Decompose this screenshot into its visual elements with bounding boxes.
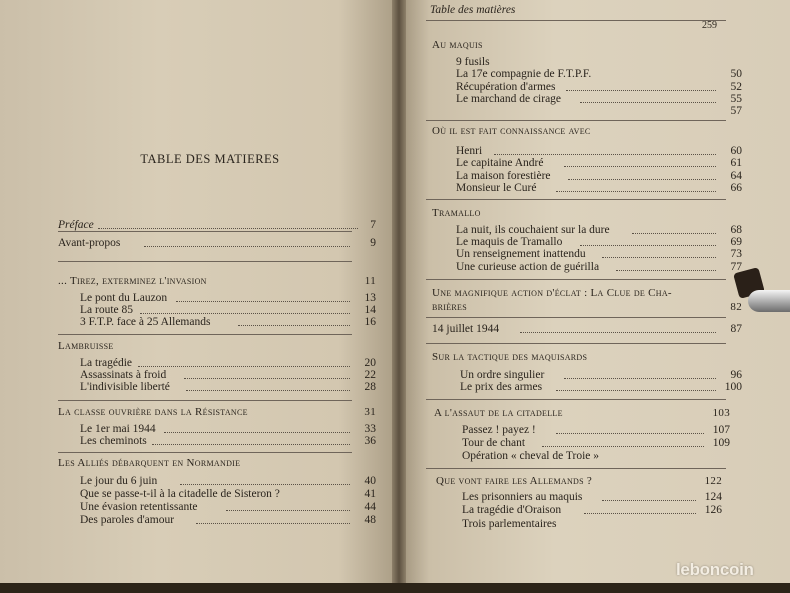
toc-entry bbox=[462, 490, 722, 504]
entry-label: Un ordre singulier bbox=[460, 369, 545, 381]
section-label: brières bbox=[432, 301, 467, 313]
section-label: Lambruisse bbox=[58, 340, 114, 352]
entry-page: 60 bbox=[730, 145, 742, 157]
section-rule bbox=[426, 468, 726, 469]
entry-page: 16 bbox=[364, 316, 376, 328]
toc-section-allies bbox=[58, 456, 240, 470]
section-label: Tramallo bbox=[432, 207, 481, 219]
leader-dots bbox=[556, 433, 704, 434]
leader-dots bbox=[494, 154, 716, 155]
entry-label: La tragédie bbox=[80, 357, 133, 369]
leader-dots bbox=[140, 313, 350, 314]
entry-page: 36 bbox=[364, 435, 376, 447]
section-label: La classe ouvrière dans la Résistance bbox=[58, 406, 248, 418]
entry-label: Les prisonniers au maquis bbox=[462, 491, 583, 503]
leader-dots bbox=[602, 257, 716, 258]
entry-page: 14 bbox=[364, 304, 376, 316]
entry-label: Préface bbox=[58, 219, 94, 231]
toc-title: TABLE DES MATIERES bbox=[140, 152, 280, 166]
section-label: Où il est fait connaissance avec bbox=[432, 125, 591, 137]
section-rule bbox=[58, 400, 352, 401]
leader-dots bbox=[564, 378, 716, 379]
section-label: Que vont faire les Allemands ? bbox=[436, 475, 593, 487]
toc-entry bbox=[80, 315, 376, 329]
leader-dots bbox=[520, 332, 716, 333]
section-label: Les Alliés débarquent en Normandie bbox=[58, 457, 241, 469]
entry-label: Un renseignement inattendu bbox=[456, 248, 586, 260]
leader-dots bbox=[138, 366, 350, 367]
entry-label: La route 85 bbox=[80, 304, 134, 316]
entry-label: Les cheminots bbox=[80, 435, 147, 447]
leader-dots bbox=[184, 378, 350, 379]
entry-page: 109 bbox=[712, 437, 730, 449]
entry-page: 13 bbox=[364, 292, 376, 304]
pen-tip bbox=[748, 290, 790, 312]
entry-page: 31 bbox=[364, 406, 376, 418]
entry-label: Une curieuse action de guérilla bbox=[456, 261, 600, 273]
toc-entry-14-juillet bbox=[432, 322, 742, 336]
toc-entry bbox=[456, 92, 742, 106]
header-rule bbox=[426, 20, 726, 21]
bottom-shadow bbox=[0, 583, 790, 593]
toc-entry bbox=[80, 513, 376, 527]
toc-section-connaissance bbox=[432, 124, 591, 138]
leader-dots bbox=[164, 432, 350, 433]
entry-label: Assassinats à froid bbox=[80, 369, 167, 381]
entry-label: La tragédie d'Oraison bbox=[462, 504, 562, 516]
section-label: ... Tirez, exterminez l'invasion bbox=[58, 275, 207, 287]
leader-dots bbox=[556, 191, 716, 192]
toc-entry bbox=[456, 156, 742, 170]
leader-dots bbox=[186, 390, 350, 391]
entry-page: 61 bbox=[730, 157, 742, 169]
leader-dots bbox=[176, 301, 350, 302]
leader-dots bbox=[226, 510, 350, 511]
leader-dots bbox=[196, 523, 350, 524]
section-rule bbox=[58, 452, 352, 453]
section-label: Au maquis bbox=[432, 39, 483, 51]
watermark-logo: leboncoin bbox=[676, 560, 754, 579]
toc-section-classe-ouvriere bbox=[58, 405, 376, 419]
toc-entry bbox=[80, 380, 376, 394]
leader-dots bbox=[580, 245, 716, 246]
entry-page: 68 bbox=[730, 224, 742, 236]
entry-label: Avant-propos bbox=[58, 237, 121, 249]
entry-label: Que se passe-t-il à la citadelle de Sisteron ? bbox=[80, 488, 280, 500]
entry-label: Trois parlementaires bbox=[462, 518, 557, 530]
running-head: Table des matières bbox=[430, 4, 516, 16]
entry-label: Le 1er mai 1944 bbox=[80, 423, 156, 435]
toc-section-assaut bbox=[434, 406, 730, 420]
entry-label: Le maquis de Tramallo bbox=[456, 236, 563, 248]
entry-page: 87 bbox=[730, 323, 742, 335]
leader-dots bbox=[542, 446, 704, 447]
entry-page: 107 bbox=[712, 424, 730, 436]
entry-label: La maison forestière bbox=[456, 170, 551, 182]
section-label: A l'assaut de la citadelle bbox=[434, 407, 563, 419]
entry-page: 40 bbox=[364, 475, 376, 487]
entry-page: 126 bbox=[704, 504, 722, 516]
toc-entry bbox=[456, 247, 742, 261]
toc-section-allemands bbox=[436, 474, 722, 488]
toc-entry bbox=[80, 474, 376, 488]
leader-dots bbox=[180, 484, 350, 485]
toc-entry bbox=[460, 380, 742, 394]
section-rule bbox=[58, 231, 352, 232]
entry-label: Récupération d'armes bbox=[456, 81, 556, 93]
entry-page: 52 bbox=[730, 81, 742, 93]
entry-page: 69 bbox=[730, 236, 742, 248]
section-label: Une magnifique action d'éclat : La Clue de Cha- bbox=[432, 287, 672, 299]
toc-section-au-maquis bbox=[432, 38, 483, 52]
toc-section-lambruisse bbox=[58, 339, 114, 353]
leader-dots bbox=[568, 179, 716, 180]
entry-page: 33 bbox=[364, 423, 376, 435]
section-rule bbox=[426, 120, 726, 121]
entry-label: L'indivisible liberté bbox=[80, 381, 170, 393]
entry-page: 48 bbox=[364, 514, 376, 526]
entry-label: Le prix des armes bbox=[460, 381, 543, 393]
entry-page: 50 bbox=[730, 68, 742, 80]
leader-dots bbox=[584, 513, 696, 514]
toc-section-clue-continued bbox=[432, 300, 742, 314]
leader-dots bbox=[556, 390, 716, 391]
toc-section-tirez bbox=[58, 274, 376, 288]
entry-page: 82 bbox=[730, 301, 742, 313]
entry-label: Opération « cheval de Troie » bbox=[462, 450, 600, 462]
entry-label: 3 F.T.P. face à 25 Allemands bbox=[80, 316, 211, 328]
entry-label: Une évasion retentissante bbox=[80, 501, 198, 513]
toc-section-tactique bbox=[432, 350, 587, 364]
entry-label: Le pont du Lauzon bbox=[80, 292, 168, 304]
entry-label: Le capitaine André bbox=[456, 157, 544, 169]
book-gutter bbox=[392, 0, 406, 593]
entry-label: Des paroles d'amour bbox=[80, 514, 175, 526]
entry-label: Le jour du 6 juin bbox=[80, 475, 158, 487]
section-rule bbox=[58, 334, 352, 335]
entry-label: 9 fusils bbox=[456, 56, 490, 68]
entry-page: 57 bbox=[730, 105, 742, 117]
toc-entry bbox=[80, 500, 376, 514]
leader-dots bbox=[144, 246, 350, 247]
entry-page: 124 bbox=[704, 491, 722, 503]
toc-entry bbox=[456, 181, 742, 195]
leader-dots bbox=[602, 500, 696, 501]
toc-section-clue-de-chabrieres bbox=[432, 286, 672, 300]
section-rule bbox=[426, 343, 726, 344]
section-rule bbox=[426, 279, 726, 280]
entry-page: 20 bbox=[364, 357, 376, 369]
section-rule bbox=[426, 317, 726, 318]
entry-page: 66 bbox=[730, 182, 742, 194]
leader-dots bbox=[238, 325, 350, 326]
entry-label: Passez ! payez ! bbox=[462, 424, 536, 436]
entry-page: 96 bbox=[730, 369, 742, 381]
toc-entry bbox=[462, 503, 722, 517]
entry-page: 103 bbox=[712, 407, 730, 419]
entry-label: 14 juillet 1944 bbox=[432, 323, 500, 335]
section-rule bbox=[426, 399, 726, 400]
entry-page: 64 bbox=[730, 170, 742, 182]
entry-page: 28 bbox=[364, 381, 376, 393]
entry-page: 11 bbox=[364, 275, 376, 287]
toc-entry bbox=[80, 487, 376, 501]
toc-entry bbox=[462, 436, 730, 450]
leader-dots bbox=[616, 270, 716, 271]
entry-page: 41 bbox=[364, 488, 376, 500]
leader-dots bbox=[580, 102, 716, 103]
entry-page: 77 bbox=[730, 261, 742, 273]
section-rule bbox=[58, 261, 352, 262]
toc-section-tramallo bbox=[432, 206, 481, 220]
toc-entry-avant-propos bbox=[58, 236, 376, 250]
entry-page: 100 bbox=[724, 381, 742, 393]
entry-label: Tour de chant bbox=[462, 437, 526, 449]
toc-entry bbox=[456, 260, 742, 274]
entry-page: 7 bbox=[370, 219, 376, 231]
toc-entry bbox=[80, 434, 376, 448]
leader-dots bbox=[152, 444, 350, 445]
entry-page: 22 bbox=[364, 369, 376, 381]
leader-dots bbox=[564, 166, 716, 167]
entry-page: 122 bbox=[704, 475, 722, 487]
entry-page: 9 bbox=[370, 237, 376, 249]
toc-entry bbox=[456, 67, 742, 81]
leader-dots bbox=[566, 90, 716, 91]
folio-number: 259 bbox=[702, 20, 717, 31]
toc-entry-preface bbox=[58, 218, 376, 232]
entry-page: 44 bbox=[364, 501, 376, 513]
entry-label: Monsieur le Curé bbox=[456, 182, 537, 194]
toc-entry bbox=[462, 517, 556, 531]
entry-label: La nuit, ils couchaient sur la dure bbox=[456, 224, 610, 236]
entry-label: Le marchand de cirage bbox=[456, 93, 562, 105]
entry-label: La 17e compagnie de F.T.P.F. bbox=[456, 68, 592, 80]
toc-entry bbox=[462, 449, 599, 463]
entry-page: 55 bbox=[730, 93, 742, 105]
leader-dots bbox=[632, 233, 716, 234]
leader-dots bbox=[98, 228, 358, 229]
section-rule bbox=[426, 199, 726, 200]
toc-entry bbox=[462, 423, 730, 437]
entry-label: Henri bbox=[456, 145, 483, 157]
section-label: Sur la tactique des maquisards bbox=[432, 351, 588, 363]
entry-page: 73 bbox=[730, 248, 742, 260]
